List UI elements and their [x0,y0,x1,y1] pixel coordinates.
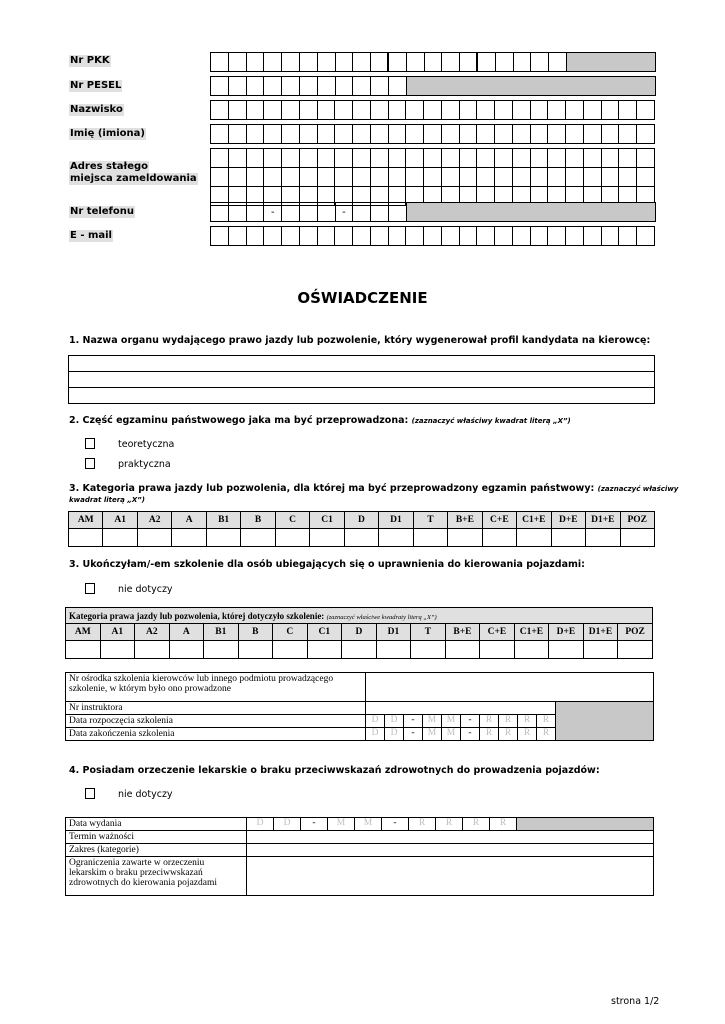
cat-checkbox[interactable] [517,529,551,547]
cat-checkbox[interactable] [238,641,273,659]
label-address-1: Adres stałego [70,161,149,172]
address-grid[interactable] [210,148,655,206]
cat-checkbox[interactable] [310,529,344,547]
start-year[interactable]: R [499,715,518,728]
page-number: strona 1/2 [611,996,660,1007]
date-sep: - [461,715,480,728]
cat-checkbox[interactable] [206,529,240,547]
cat-checkbox[interactable] [137,529,171,547]
cat-checkbox[interactable] [103,529,137,547]
cat-header: B1 [206,512,240,529]
cat-checkbox[interactable] [551,529,585,547]
issue-month[interactable]: M [328,818,355,831]
start-year[interactable]: R [537,715,556,728]
checkbox-training-na[interactable] [85,583,95,594]
question-3b: 3. Ukończyłam/-em szkolenie dla osób ubiegających się o uprawnienia do kierowania pojazdami: [69,559,585,570]
issue-year[interactable]: R [436,818,463,831]
end-year[interactable]: R [480,728,499,741]
start-month[interactable]: M [423,715,442,728]
validity-field[interactable] [247,831,654,844]
cat-checkbox[interactable] [620,529,655,547]
start-day[interactable]: D [366,715,385,728]
cat-checkbox[interactable] [549,641,584,659]
option-theory: teoretyczna [118,439,175,450]
cat-header: D1+E [583,624,618,641]
end-date-label: Data zakończenia szkolenia [66,728,366,741]
cat-checkbox[interactable] [618,641,653,659]
instructor-label: Nr instruktora [66,702,366,715]
cat-header: D1+E [586,512,620,529]
pesel-grid[interactable] [210,76,656,96]
phone-dash-2: - [335,203,353,222]
checkbox-theory[interactable] [85,438,95,449]
scope-label: Zakres (kategorie) [66,844,247,857]
training-center-label: Nr ośrodka szkolenia kierowców lub innego podmiotu prowadzącego szkolenie, w którym było ono prowadzone [66,673,366,702]
phone-dash-1: - [264,203,282,222]
cat-checkbox[interactable] [66,641,101,659]
label-email: E - mail [70,230,112,241]
cat-checkbox[interactable] [135,641,170,659]
cat-header: D+E [551,512,585,529]
cat-header: C [273,624,308,641]
start-year[interactable]: R [518,715,537,728]
cat-header: B [238,624,273,641]
end-day[interactable]: D [385,728,404,741]
cat-checkbox[interactable] [583,641,618,659]
cat-header: A2 [137,512,171,529]
instructor-field[interactable] [366,702,556,715]
pkk-grid[interactable] [210,52,656,72]
cat-header: A1 [103,512,137,529]
cat-header: POZ [618,624,653,641]
checkbox-medical-na[interactable] [85,788,95,799]
cat-header: C1 [310,512,344,529]
date-sep: - [382,818,409,831]
cat-header: C+E [482,512,516,529]
page-title: OŚWIADCZENIE [297,289,428,307]
cat-checkbox[interactable] [413,529,447,547]
cat-header: C1 [307,624,342,641]
issue-year[interactable]: R [490,818,517,831]
training-category-table [65,607,653,659]
issue-year[interactable]: R [463,818,490,831]
date-sep: - [461,728,480,741]
firstname-grid[interactable] [210,124,655,144]
phone-grid[interactable] [210,202,656,222]
cat-checkbox[interactable] [514,641,549,659]
training-details-table [65,672,654,741]
checkbox-practical[interactable] [85,458,95,469]
email-grid[interactable] [210,226,655,246]
medical-table [65,817,654,896]
cat-header: C+E [480,624,515,641]
question-4: 4. Posiadam orzeczenie lekarskie o braku przeciwwskazań zdrowotnych do prowadzenia pojazdów: [69,765,600,776]
cat-header: AM [66,624,101,641]
cat-checkbox[interactable] [204,641,239,659]
cat-checkbox[interactable] [376,641,411,659]
issuing-authority-field[interactable] [68,355,655,404]
start-day[interactable]: D [385,715,404,728]
limits-label: Ograniczenia zawarte w orzeczeniu lekarskim o braku przeciwwskazań zdrowotnych do kierowania pojazdami [66,857,247,896]
cat-header: AM [69,512,103,529]
cat-checkbox[interactable] [411,641,446,659]
issue-year[interactable]: R [409,818,436,831]
end-year[interactable]: R [518,728,537,741]
exam-category-table [68,511,655,547]
cat-header: C1+E [517,512,551,529]
question-1: 1. Nazwa organu wydającego prawo jazdy lub pozwolenie, który wygenerował profil kandydata na kierowcę: [69,335,651,346]
surname-grid[interactable] [210,100,655,120]
cat-header: C [275,512,309,529]
question-2: 2. Część egzaminu państwowego jaka ma być przeprowadzona: (zaznaczyć właściwy kwadrat literą „X”) [69,415,571,426]
label-pkk: Nr PKK [70,55,110,66]
end-month[interactable]: M [423,728,442,741]
option-medical-na: nie dotyczy [118,789,173,800]
cat-header: B+E [445,624,480,641]
cat-checkbox[interactable] [169,641,204,659]
cat-header: A [169,624,204,641]
cat-header: A1 [100,624,135,641]
end-year[interactable]: R [537,728,556,741]
date-sep: - [404,728,423,741]
issue-day[interactable]: D [274,818,301,831]
cat-checkbox[interactable] [275,529,309,547]
cat-checkbox[interactable] [273,641,308,659]
cat-header: B+E [448,512,482,529]
end-year[interactable]: R [499,728,518,741]
label-phone: Nr telefonu [70,206,135,217]
option-practical: praktyczna [118,459,171,470]
cat-checkbox[interactable] [586,529,620,547]
question-3a-note: kwadrat literą „X”) [69,496,145,504]
cat-header: D1 [379,512,413,529]
training-center-field[interactable] [366,673,654,702]
cat-header: A2 [135,624,170,641]
issue-date-label: Data wydania [66,818,247,831]
date-sep: - [404,715,423,728]
training-header: Kategoria prawa jazdy lub pozwolenia, której dotyczyło szkolenie: (zaznaczyć właściwe kwadraty literą „X”) [66,608,653,624]
cat-header: D+E [549,624,584,641]
cat-header: D [342,624,377,641]
end-month[interactable]: M [442,728,461,741]
cat-checkbox[interactable] [241,529,275,547]
cat-header: T [413,512,447,529]
cat-checkbox[interactable] [100,641,135,659]
start-month[interactable]: M [442,715,461,728]
cat-checkbox[interactable] [344,529,378,547]
cat-checkbox[interactable] [448,529,482,547]
start-date-label: Data rozpoczęcia szkolenia [66,715,366,728]
cat-header: POZ [620,512,655,529]
issue-month[interactable]: M [355,818,382,831]
cat-checkbox[interactable] [482,529,516,547]
issue-day[interactable]: D [247,818,274,831]
cat-header: C1+E [514,624,549,641]
cat-header: D [344,512,378,529]
cat-checkbox[interactable] [172,529,206,547]
shaded-block [556,702,654,741]
cat-checkbox[interactable] [445,641,480,659]
cat-header: B1 [204,624,239,641]
cat-checkbox[interactable] [480,641,515,659]
cat-header: D1 [376,624,411,641]
cat-header: T [411,624,446,641]
question-3a: 3. Kategoria prawa jazdy lub pozwolenia, dla której ma być przeprowadzony egzamin państwowy: (zaznaczyć właściwy [69,483,679,494]
label-pesel: Nr PESEL [70,80,122,91]
shaded-block [517,818,654,831]
option-training-na: nie dotyczy [118,584,173,595]
label-address-2: miejsca zameldowania [70,173,197,184]
cat-checkbox[interactable] [307,641,342,659]
date-sep: - [301,818,328,831]
end-day[interactable]: D [366,728,385,741]
cat-checkbox[interactable] [342,641,377,659]
limits-field[interactable] [247,857,654,896]
label-surname: Nazwisko [70,104,123,115]
cat-checkbox[interactable] [69,529,103,547]
validity-label: Termin ważności [66,831,247,844]
cat-header: A [172,512,206,529]
cat-checkbox[interactable] [379,529,413,547]
label-firstname: Imię (imiona) [70,128,145,139]
cat-header: B [241,512,275,529]
scope-field[interactable] [247,844,654,857]
start-year[interactable]: R [480,715,499,728]
